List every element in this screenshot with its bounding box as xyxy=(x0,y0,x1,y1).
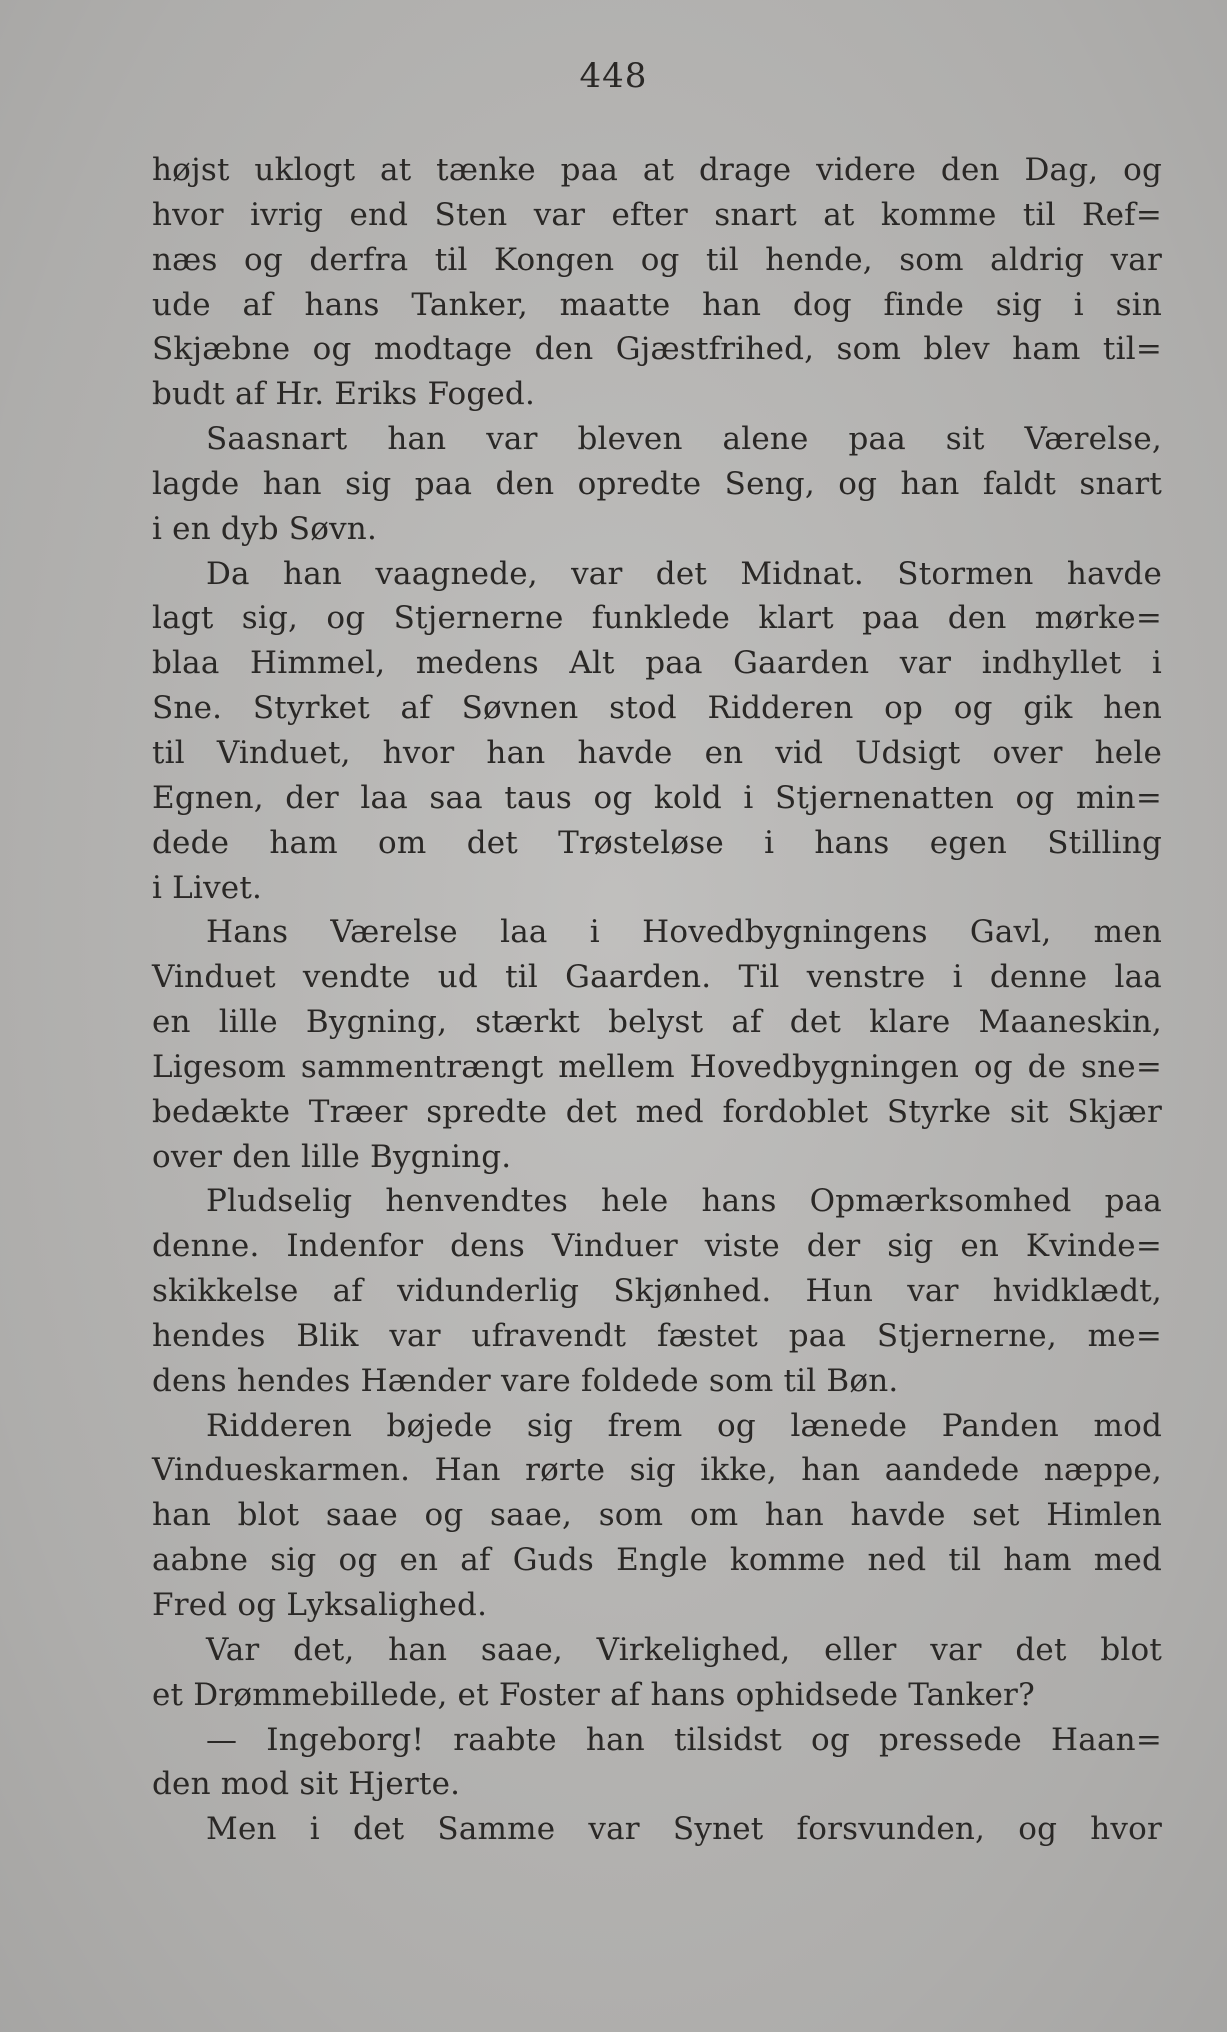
paragraph xyxy=(152,148,1162,417)
text-line: aabne sig og en af Guds Engle komme ned til ham med xyxy=(152,1542,1162,1579)
text-line: Da han vaagnede, var det Midnat. Stormen havde xyxy=(206,555,1162,592)
text-line: Vinduet vendte ud til Gaarden. Til venstre i denne laa xyxy=(152,959,1162,996)
text-line: over den lille Bygning. xyxy=(152,1138,512,1175)
text-line: Hans Værelse laa i Hovedbygningens Gavl, men xyxy=(206,914,1162,951)
text-line: Fred og Lyksalighed. xyxy=(152,1587,488,1623)
text-line: lagt sig, og Stjernerne funklede klart paa den mørke= xyxy=(152,600,1162,637)
text-line: Egnen, der laa saa taus og kold i Stjernenatten og min= xyxy=(152,779,1162,816)
text-line: højst uklogt at tænke paa at drage videre den Dag, og xyxy=(152,152,1162,188)
text-line: ude af hans Tanker, maatte han dog finde sig i sin xyxy=(152,286,1162,323)
paragraph xyxy=(152,1718,1162,1808)
text-line: Skjæbne og modtage den Gjæstfrihed, som blev ham til= xyxy=(152,331,1162,368)
text-line: — Ingeborg! raabte han tilsidst og pressede Haan= xyxy=(206,1721,1162,1758)
paragraph xyxy=(152,1404,1162,1628)
paragraph xyxy=(152,417,1162,552)
text-line: Saasnart han var bleven alene paa sit Værelse, xyxy=(206,421,1162,458)
text-line: Men i det Samme var Synet forsvunden, og hvor xyxy=(206,1811,1162,1848)
text-line: dens hendes Hænder vare foldede som til Bøn. xyxy=(152,1362,899,1399)
text-line: skikkelse af vidunderlig Skjønhed. Hun var hvidklædt, xyxy=(152,1273,1162,1310)
text-line: bedækte Træer spredte det med fordoblet Styrke sit Skjær xyxy=(152,1093,1162,1130)
body-text xyxy=(152,148,1162,1852)
text-line: et Drømmebillede, et Foster af hans ophidsede Tanker? xyxy=(152,1676,1035,1713)
text-line: han blot saae og saae, som om han havde set Himlen xyxy=(152,1497,1162,1534)
text-line: næs og derfra til Kongen og til hende, som aldrig var xyxy=(152,241,1162,278)
text-line: dede ham om det Trøsteløse i hans egen Stilling xyxy=(152,824,1162,861)
text-line: Pludselig henvendtes hele hans Opmærksomhed paa xyxy=(206,1183,1162,1220)
paragraph xyxy=(152,552,1162,911)
paragraph xyxy=(152,1807,1162,1852)
text-line: til Vinduet, hvor han havde en vid Udsigt over hele xyxy=(152,734,1162,771)
text-line: blaa Himmel, medens Alt paa Gaarden var indhyllet i xyxy=(152,645,1162,682)
text-line: en lille Bygning, stærkt belyst af det klare Maaneskin, xyxy=(152,1004,1162,1041)
text-line: hendes Blik var ufravendt fæstet paa Stjernerne, me= xyxy=(152,1317,1162,1354)
text-line: den mod sit Hjerte. xyxy=(152,1766,461,1803)
text-line: budt af Hr. Eriks Foged. xyxy=(152,376,536,413)
paragraph xyxy=(152,910,1162,1179)
text-line: Ligesom sammentrængt mellem Hovedbygningen og de sne= xyxy=(152,1048,1162,1085)
page-number: 448 xyxy=(579,56,648,96)
text-line: Var det, han saae, Virkelighed, eller var det blot xyxy=(206,1631,1162,1668)
text-line: Sne. Styrket af Søvnen stod Ridderen op og gik hen xyxy=(152,690,1162,727)
paragraph xyxy=(152,1179,1162,1403)
text-line: i Livet. xyxy=(152,869,263,906)
text-line: Vindueskarmen. Han rørte sig ikke, han aandede næppe, xyxy=(152,1452,1162,1489)
text-line: i en dyb Søvn. xyxy=(152,510,378,547)
text-line: Ridderen bøjede sig frem og lænede Panden mod xyxy=(206,1407,1162,1444)
text-line: lagde han sig paa den opredte Seng, og han faldt snart xyxy=(152,465,1162,502)
text-line: hvor ivrig end Sten var efter snart at komme til Ref= xyxy=(152,196,1162,233)
paragraph xyxy=(152,1628,1162,1718)
text-line: denne. Indenfor dens Vinduer viste der sig en Kvinde= xyxy=(152,1228,1162,1265)
